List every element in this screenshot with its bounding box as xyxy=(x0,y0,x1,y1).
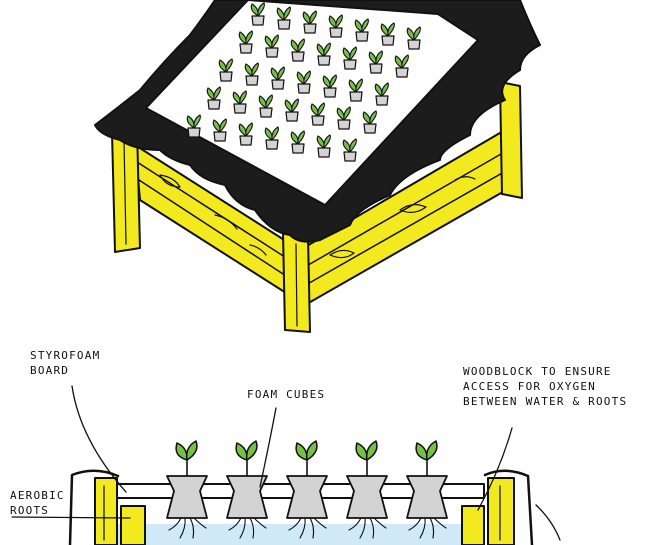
seedling-icon xyxy=(236,441,257,460)
label-foam-cubes-line1: FOAM CUBES xyxy=(247,388,326,401)
woodblock-left-inner xyxy=(121,506,145,545)
label-aerobic-line2: ROOTS xyxy=(10,504,50,517)
label-woodblock-line3: BETWEEN WATER & ROOTS xyxy=(463,395,628,408)
foam-cube-icon xyxy=(167,441,207,538)
foam-cube-icon xyxy=(347,441,387,538)
woodblock-right-outer xyxy=(488,478,514,545)
label-styrofoam-line2: BOARD xyxy=(30,364,70,377)
leader-foam-cubes xyxy=(260,408,276,487)
woodblock-left-outer xyxy=(95,478,117,545)
foam-cube-icon xyxy=(227,441,267,538)
foam-cube-icon xyxy=(287,441,327,538)
label-aerobic-roots xyxy=(10,488,65,518)
label-woodblock-line1: WOODBLOCK TO ENSURE xyxy=(463,365,612,378)
label-foam-cubes xyxy=(247,387,325,402)
raised-bed-illustration xyxy=(95,0,540,332)
seedling-icon xyxy=(296,441,317,460)
label-styrofoam-board xyxy=(30,348,100,378)
seedling-icon xyxy=(356,441,377,460)
seedling-icon xyxy=(176,441,197,460)
label-woodblock xyxy=(463,364,627,409)
label-woodblock-line2: ACCESS FOR OXYGEN xyxy=(463,380,596,393)
leader-water xyxy=(536,505,560,540)
foam-cube-icon xyxy=(407,441,447,538)
label-aerobic-line1: AEROBIC xyxy=(10,489,65,502)
cross-section-diagram xyxy=(12,386,560,545)
seedling-icon xyxy=(416,441,437,460)
woodblock-right-inner xyxy=(462,506,484,545)
label-styrofoam-line1: STYROFOAM xyxy=(30,349,101,362)
